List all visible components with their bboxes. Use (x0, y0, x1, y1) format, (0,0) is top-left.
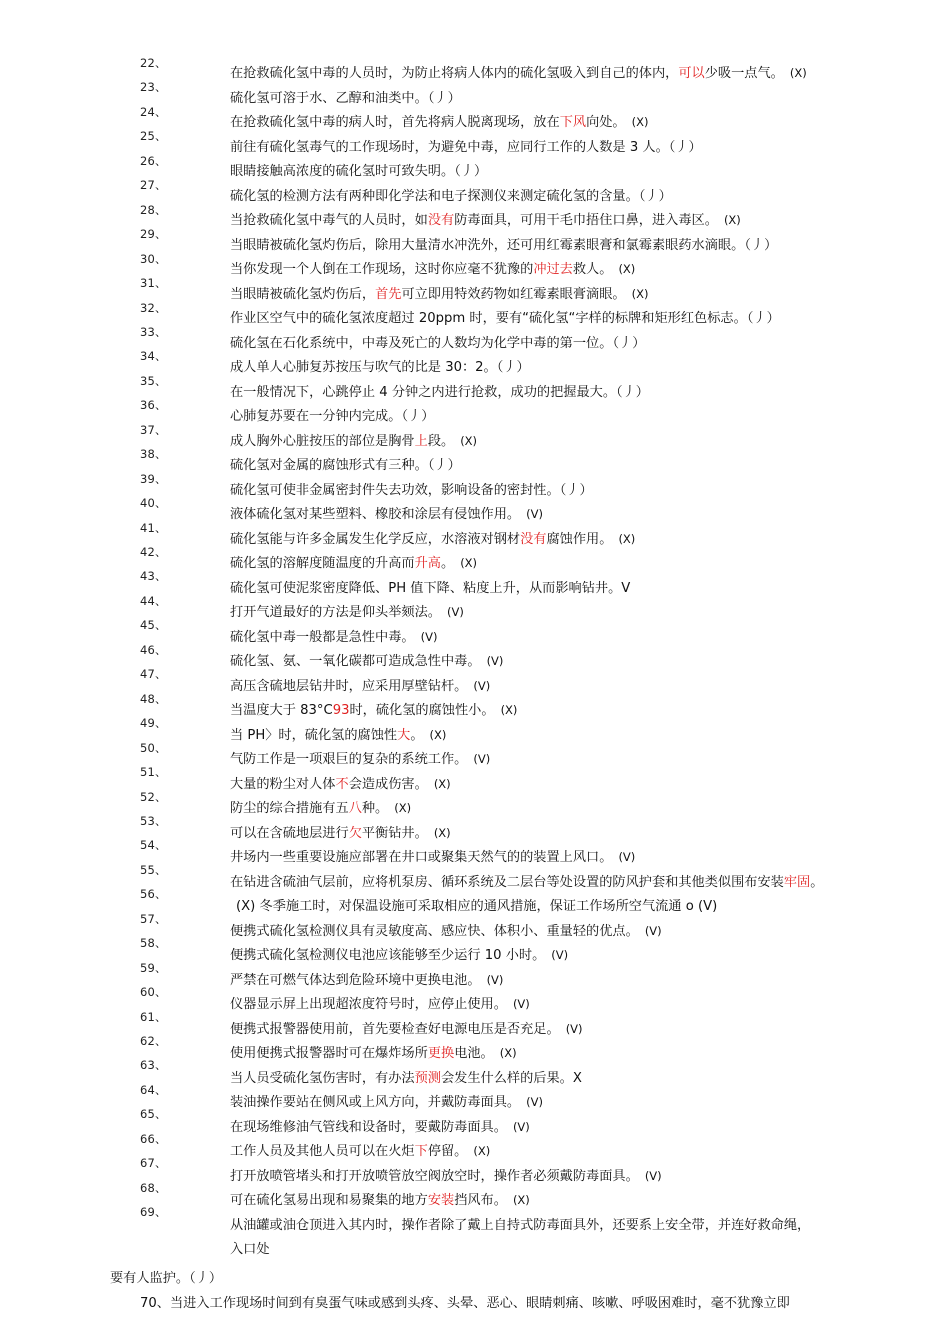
statement-text: 硫化氢的检测方法有两种即化学法和电子探测仪来测定硫化氢的含量。（丿） (230, 188, 672, 204)
question-number: 57、 (140, 911, 167, 926)
question-line (230, 454, 461, 473)
question-number: 34、 (140, 349, 167, 364)
answer-correction: 没有 (427, 213, 455, 228)
answer-correction: 上 (414, 433, 428, 449)
answer-correction: 没有 (520, 531, 547, 547)
question-line (230, 209, 741, 228)
question-number: 48、 (140, 691, 167, 706)
question-number: 55、 (140, 862, 167, 877)
statement-text: 硫化氢可使非金属密封件失去功效，影响设备的密封性。（丿） (230, 482, 593, 498)
question-line (230, 332, 645, 351)
question-line (230, 822, 451, 841)
question-number: 36、 (140, 398, 167, 413)
statement-text: 向处。 (586, 115, 626, 130)
question-number: 29、 (140, 227, 167, 242)
question-number: 22、 (140, 56, 167, 70)
statement-text: 当眼睛被硫化氢灼伤后， (230, 286, 376, 302)
statement-text: 严禁在可燃气体达到危险环境中更换电池。 (230, 972, 481, 988)
question-line (230, 1189, 530, 1208)
statement-text: 防尘的综合措施有五 (230, 801, 349, 816)
question-line (230, 1116, 530, 1135)
continuation-line: 要有人监护。（丿） (110, 1271, 223, 1286)
question-line (230, 1165, 662, 1184)
statement-text: 使用便携式报警器时可在爆炸场所 (230, 1046, 428, 1061)
question-line (230, 626, 437, 645)
statement-text: 硫化氢的溶解度随温度的升高而 (230, 556, 415, 571)
statement-text: 打开放喷管堵头和打开放喷管放空阀放空时，操作者必须戴防毒面具。 (230, 1168, 639, 1184)
question-line (230, 1067, 582, 1086)
question-number: 59、 (140, 960, 167, 975)
question-line (236, 895, 717, 914)
answer-mark: (X) (723, 213, 741, 227)
question-line (230, 944, 568, 963)
statement-text: 硫化氢能与许多金属发生化学反应，水溶液对钢材 (230, 531, 521, 547)
question-number: 28、 (140, 202, 167, 217)
question-line (230, 1238, 270, 1257)
question-line (230, 430, 477, 449)
answer-correction: 更换 (427, 1046, 455, 1061)
question-line (230, 185, 672, 204)
question-number: 51、 (140, 765, 167, 780)
statement-text: 停留。 (427, 1144, 468, 1159)
question-number: 61、 (140, 1009, 167, 1024)
answer-mark: (V) (565, 1021, 583, 1036)
statement-text: 。 (810, 874, 824, 890)
statement-text: 硫化氢可溶于水、乙醇和油类中。（丿） (230, 90, 461, 106)
statement-text: 当温度大于 83°C (230, 703, 333, 718)
statement-text: 高压含硫地层钻井时，应采用厚壁钻杆。 (230, 678, 468, 694)
answer-mark: (V) (420, 629, 438, 644)
answer-mark: (X) (429, 727, 447, 742)
question-number: 64、 (140, 1082, 167, 1097)
question-line (230, 993, 530, 1012)
answer-mark: (V) (486, 654, 504, 668)
question-line (230, 1018, 583, 1037)
statement-text: 仪器显示屏上出现超浓度符号时，应停止使用。 (230, 997, 507, 1012)
answer-mark: (V) (526, 507, 543, 521)
answer-mark: (X) (512, 1193, 530, 1207)
statement-text: 便携式硫化氢检测仪具有灵敏度高、感应快、体积小、重量轻的优点。 (230, 923, 639, 939)
statement-text: 心肺复苏要在一分钟内完成。（丿） (230, 409, 435, 424)
question-line (230, 234, 777, 253)
answer-correction: 牢固 (783, 874, 811, 890)
question-line (230, 699, 517, 718)
statement-text: 硫化氢、氨、一氧化碳都可造成急性中毒。 (230, 654, 481, 669)
question-line (230, 160, 487, 179)
statement-text: 便携式硫化氢检测仪电池应该能够至少运行 10 小时。 (230, 948, 546, 963)
question-number: 53、 (140, 813, 167, 828)
answer-correction: 下 (414, 1144, 428, 1159)
statement-text: 当你发现一个人倒在工作现场，这时你应毫不犹豫的 (230, 262, 534, 277)
statement-text: 在一般情况下，心跳停止 4 分钟之内进行抢救，成功的把握最大。（丿） (230, 384, 649, 400)
statement-text: 便携式报警器使用前，首先要检查好电源电压是否充足。 (230, 1021, 560, 1037)
statement-text: 从油罐或油仓顶进入其内时，操作者除了戴上自持式防毒面具外，还要系上安全带，并连好救命绳， (230, 1217, 811, 1233)
statement-text: 液体硫化氢对某些塑料、橡胶和涂层有侵蚀作用。 (230, 507, 521, 522)
statement-text: 防毒面具，可用干毛巾捂住口鼻，进入毒区。 (454, 213, 718, 228)
statement-text: 当 PH〉时，硫化氢的腐蚀性 (230, 727, 398, 743)
question-line (230, 871, 823, 890)
question-line (230, 258, 635, 277)
question-number: 65、 (140, 1107, 167, 1122)
answer-mark: (V) (486, 972, 504, 987)
answer-correction: 八 (348, 801, 362, 816)
statement-text: 装油操作要站在侧风或上风方向，并戴防毒面具。 (230, 1095, 521, 1110)
answer-mark: (V) (512, 997, 530, 1011)
question-number: 27、 (140, 178, 167, 193)
answer-mark: (X) (500, 703, 518, 717)
question-line (230, 503, 543, 522)
question-number: 39、 (140, 471, 167, 486)
answer-correction: 下风 (559, 115, 587, 130)
question-number: 49、 (140, 716, 167, 731)
answer-correction: 93 (332, 703, 350, 718)
question-line (230, 136, 702, 155)
statement-text: 时，硫化氢的腐蚀性小。 (349, 703, 495, 718)
answer-correction: 可以 (678, 66, 705, 81)
statement-text: 作业区空气中的硫化氢浓度超过 20ppm 时，要有“硫化氢“字样的标牌和矩形红色标志。（丿） (230, 311, 780, 326)
answer-correction: 首先 (375, 286, 402, 302)
statement-text: 在抢救硫化氢中毒的病人时，首先将病人脱离现场，放在 (230, 115, 560, 130)
question-number: 42、 (140, 545, 167, 559)
question-line (230, 797, 411, 816)
statement-text: 当抢救硫化氢中毒气的人员时，如 (230, 213, 428, 228)
statement-text: 硫化氢可使泥浆密度降低、PH 值下降、粘度上升，从而影响钻井。V (230, 580, 631, 596)
statement-text: 硫化氢中毒一般都是急性中毒。 (230, 629, 415, 645)
statement-text: 大量的粉尘对人体 (230, 776, 336, 792)
question-number: 58、 (140, 936, 167, 951)
question-line (230, 748, 490, 767)
question-number: 45、 (140, 618, 167, 633)
statement-text: 硫化氢对金属的腐蚀形式有三种。（丿） (230, 458, 461, 473)
question-number: 50、 (140, 740, 167, 755)
statement-text: 救人。 (572, 262, 613, 277)
answer-correction: 冲过去 (533, 262, 573, 277)
question-number: 33、 (140, 324, 167, 339)
question-number: 68、 (140, 1180, 167, 1195)
question-number: 38、 (140, 447, 167, 462)
question-line (230, 405, 434, 424)
answer-correction: 安装 (427, 1193, 455, 1208)
answer-mark: (X) (473, 1144, 491, 1158)
statement-text: (X) 冬季施工时，对保温设施可采取相应的通风措施，保证工作场所空气流通 o (V) (236, 899, 718, 914)
question-number: 23、 (140, 80, 167, 95)
answer-correction: 欠 (348, 825, 362, 841)
answer-mark: (V) (644, 923, 662, 938)
answer-mark: (V) (551, 948, 569, 962)
statement-text: 。 (441, 556, 455, 571)
question-number: 41、 (140, 520, 167, 535)
question-number: 52、 (140, 789, 167, 804)
statement-text: 打开气道最好的方法是仰头举颏法。 (230, 605, 441, 620)
question-line (230, 356, 530, 375)
question-line (230, 601, 464, 620)
question-line (230, 528, 635, 547)
question-line (230, 307, 780, 326)
question-line (230, 283, 648, 302)
statement-text: 平衡钻井。 (361, 825, 428, 841)
statement-text: 可在硫化氢易出现和易聚集的地方 (230, 1193, 428, 1208)
question-number: 43、 (140, 569, 167, 584)
statement-text: 会发生什么样的后果。X (441, 1070, 582, 1086)
statement-text: 可立即用特效药物如红霉素眼膏滴眼。 (401, 286, 626, 302)
question-number: 32、 (140, 300, 167, 315)
statement-text: 在抢救硫化氢中毒的人员时，为防止将病人体内的硫化氢吸入到自己的体内， (230, 66, 679, 81)
question-line (230, 479, 593, 498)
question-line (230, 1214, 810, 1233)
question-number: 35、 (140, 373, 167, 388)
statement-text: 会造成伤害。 (348, 776, 428, 792)
question-number: 46、 (140, 642, 167, 657)
question-line (230, 381, 649, 400)
question-line (230, 1042, 517, 1061)
answer-mark: (X) (433, 825, 451, 840)
statement-text: 当眼睛被硫化氢灼伤后，除用大量清水冲洗外，还可用红霉素眼膏和氯霉素眼药水滴眼。（丿） (230, 237, 778, 253)
statement-text: 气防工作是一项艰巨的复杂的系统工作。 (230, 752, 468, 767)
question-line (230, 62, 807, 81)
statement-text: 眼睛接触高浓度的硫化氢时可致失明。（丿） (230, 164, 488, 179)
answer-mark: (X) (618, 531, 636, 546)
question-line (230, 846, 635, 865)
question-number: 40、 (140, 496, 167, 511)
statement-text: 在现场维修油气管线和设备时，要戴防毒面具。 (230, 1119, 507, 1135)
question-line (230, 111, 648, 130)
question-number: 31、 (140, 276, 167, 291)
answer-mark: (X) (631, 115, 649, 129)
question-number: 63、 (140, 1058, 167, 1073)
answer-mark: (X) (394, 801, 412, 815)
answer-mark: (X) (433, 776, 451, 791)
question-line (230, 675, 490, 694)
answer-correction: 预测 (414, 1070, 441, 1086)
answer-mark: (X) (789, 66, 807, 80)
question-line (230, 650, 503, 669)
question-number: 60、 (140, 985, 167, 1000)
question-line (230, 724, 446, 743)
answer-mark: (X) (460, 556, 478, 570)
question-line (230, 87, 461, 106)
question-number: 69、 (140, 1205, 167, 1220)
statement-text: 挡风布。 (454, 1193, 507, 1208)
statement-text: 电池。 (454, 1046, 494, 1061)
answer-correction: 大 (397, 727, 411, 743)
answer-mark: (V) (473, 752, 491, 766)
statement-text: 入口处 (230, 1242, 270, 1257)
statement-text: 可以在含硫地层进行 (230, 825, 349, 841)
question-line (230, 773, 451, 792)
answer-correction: 不 (335, 776, 349, 792)
statement-text: 前往有硫化氢毒气的工作现场时，为避免中毒，应同行工作的人数是 3 人。（丿） (230, 139, 702, 155)
question-number: 24、 (140, 104, 167, 119)
statement-text: 少吸一点气。 (704, 66, 784, 81)
answer-mark: (V) (473, 678, 491, 693)
statement-text: 当人员受硫化氢伤害时，有办法 (230, 1070, 415, 1086)
question-line (230, 969, 503, 988)
statement-text: 。 (410, 727, 424, 743)
question-line (230, 1140, 490, 1159)
question-number: 25、 (140, 129, 167, 144)
statement-text: 段。 (427, 433, 455, 449)
answer-mark: (X) (618, 262, 636, 276)
statement-text: 种。 (361, 801, 389, 816)
answer-mark: (V) (644, 1168, 662, 1183)
question-line (230, 1091, 543, 1110)
statement-text: 在钻进含硫油气层前，应将机泵房、循环系统及二层台等处设置的防风护套和其他类似围布安装 (230, 874, 784, 890)
question-70-line: 70、当进入工作现场时间到有臭蛋气味或感到头疼、头晕、恶心、眼睛刺痛、咳嗽、呼吸困难时，毫不犹豫立即 (140, 1296, 790, 1311)
statement-text: 成人单人心肺复苏按压与吹气的比是 30：2。（丿） (230, 360, 530, 375)
answer-mark: (X) (631, 286, 649, 301)
question-number: 67、 (140, 1156, 167, 1171)
statement-text: 硫化氢在石化系统中，中毒及死亡的人数均为化学中毒的第一位。（丿） (230, 335, 646, 351)
question-line (230, 577, 630, 596)
answer-mark: (X) (499, 1046, 517, 1060)
answer-mark: (V) (618, 850, 636, 864)
statement-text: 工作人员及其他人员可以在火炬 (230, 1144, 415, 1159)
question-number: 30、 (140, 251, 167, 266)
question-line (230, 552, 477, 571)
question-number: 62、 (140, 1034, 167, 1048)
question-number: 56、 (140, 887, 167, 902)
answer-mark: (V) (447, 605, 464, 619)
answer-correction: 升高 (414, 556, 441, 571)
answer-mark: (V) (512, 1119, 530, 1134)
answer-mark: (X) (460, 433, 478, 448)
question-line (230, 920, 662, 939)
statement-text: 成人胸外心脏按压的部位是胸骨 (230, 433, 415, 449)
question-number: 66、 (140, 1131, 167, 1146)
question-number: 54、 (140, 838, 167, 853)
question-number: 37、 (140, 422, 167, 437)
question-number: 47、 (140, 667, 167, 682)
answer-mark: (V) (526, 1095, 543, 1109)
question-number: 26、 (140, 153, 167, 168)
question-number: 44、 (140, 593, 167, 608)
statement-text: 腐蚀作用。 (546, 531, 613, 547)
statement-text: 井场内一些重要设施应部署在井口或聚集天然气的的装置上风口。 (230, 850, 613, 865)
